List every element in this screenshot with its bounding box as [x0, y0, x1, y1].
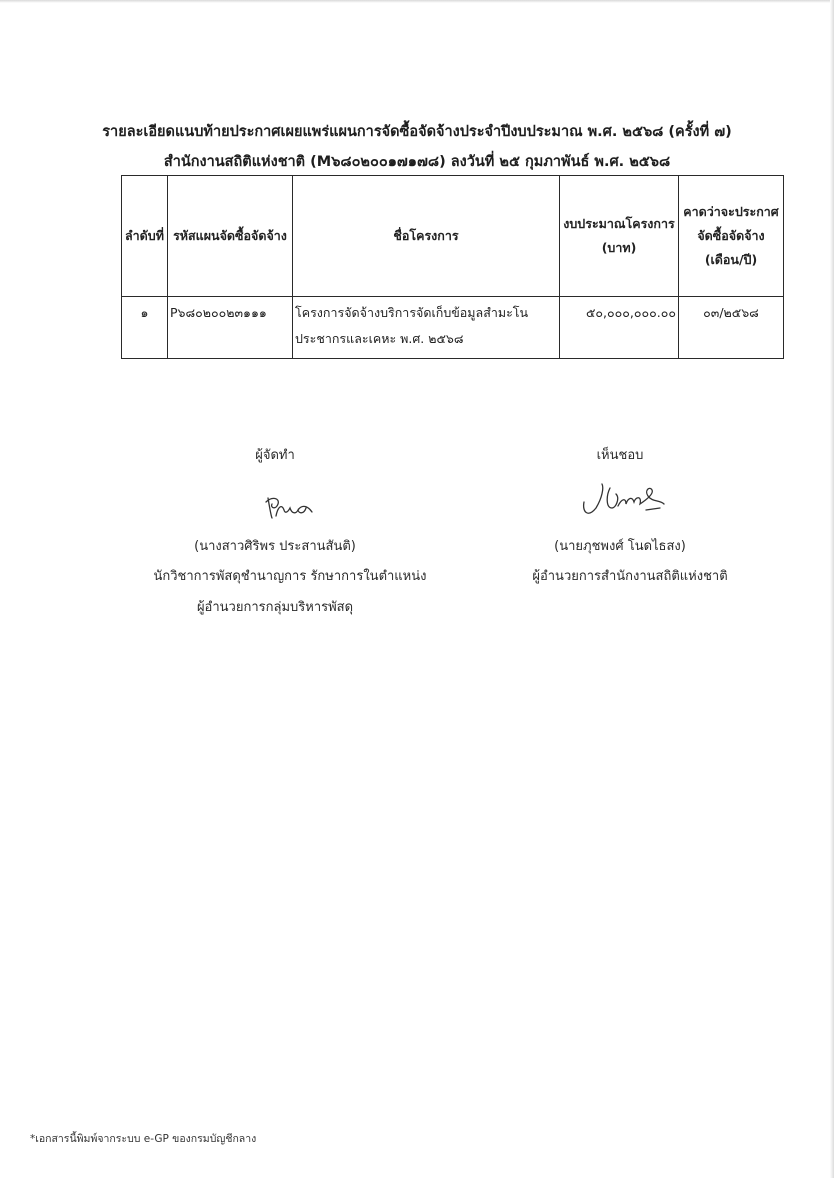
header-expected-month: คาดว่าจะประกาศจัดซื้อจัดจ้าง (เดือน/ปี)	[679, 176, 784, 297]
preparer-role-title: ผู้จัดทำ	[255, 448, 295, 463]
cell-expected-month: ๐๓/๒๕๖๘	[679, 297, 784, 359]
cell-plan-code: P๖๘๐๒๐๐๒๓๑๑๑	[168, 297, 293, 359]
procurement-plan-table	[121, 175, 784, 359]
preparer-signature-icon	[258, 490, 318, 522]
document-title-line-1: รายละเอียดแนบท้ายประกาศเผยแพร่แผนการจัดซื้อจัดจ้างประจำปีงบประมาณ พ.ศ. ๒๕๖๘ (ครั้งที่ ๗)	[102, 124, 732, 140]
preparer-position: นักวิชาการพัสดุชำนาญการ รักษาการในตำแหน่ง	[153, 569, 427, 584]
cell-budget: ๕๐,๐๐๐,๐๐๐.๐๐	[560, 297, 679, 359]
page-edge-shadow-top	[0, 0, 834, 3]
approver-role-title: เห็นชอบ	[596, 448, 644, 463]
preparer-name: (นางสาวศิริพร ประสานสันติ)	[194, 539, 356, 554]
footer-note: *เอกสารนี้พิมพ์จากระบบ e-GP ของกรมบัญชีกลาง	[30, 1133, 257, 1145]
page-edge-shadow-right	[830, 0, 834, 1178]
table-header-row	[122, 176, 784, 297]
header-sequence: ลำดับที่	[122, 176, 168, 297]
header-project-name: ชื่อโครงการ	[293, 176, 560, 297]
table-row	[122, 297, 784, 359]
approver-position: ผู้อำนวยการสำนักงานสถิติแห่งชาติ	[532, 569, 728, 584]
header-plan-code: รหัสแผนจัดซื้อจัดจ้าง	[168, 176, 293, 297]
document-title-line-2: สำนักงานสถิติแห่งชาติ (M๖๘๐๒๐๐๑๗๑๗๘) ลงวันที่ ๒๕ กุมภาพันธ์ พ.ศ. ๒๕๖๘	[163, 154, 671, 170]
preparer-position-line-2: ผู้อำนวยการกลุ่มบริหารพัสดุ	[196, 600, 354, 615]
header-budget: งบประมาณโครงการ (บาท)	[560, 176, 679, 297]
cell-sequence: ๑	[122, 297, 168, 359]
approver-name: (นายภุชพงศ์ โนดไธสง)	[554, 539, 686, 554]
approver-signature-icon	[580, 478, 670, 520]
cell-project-name: โครงการจัดจ้างบริการจัดเก็บข้อมูลสำมะโนประชากรและเคหะ พ.ศ. ๒๕๖๘	[293, 297, 560, 359]
